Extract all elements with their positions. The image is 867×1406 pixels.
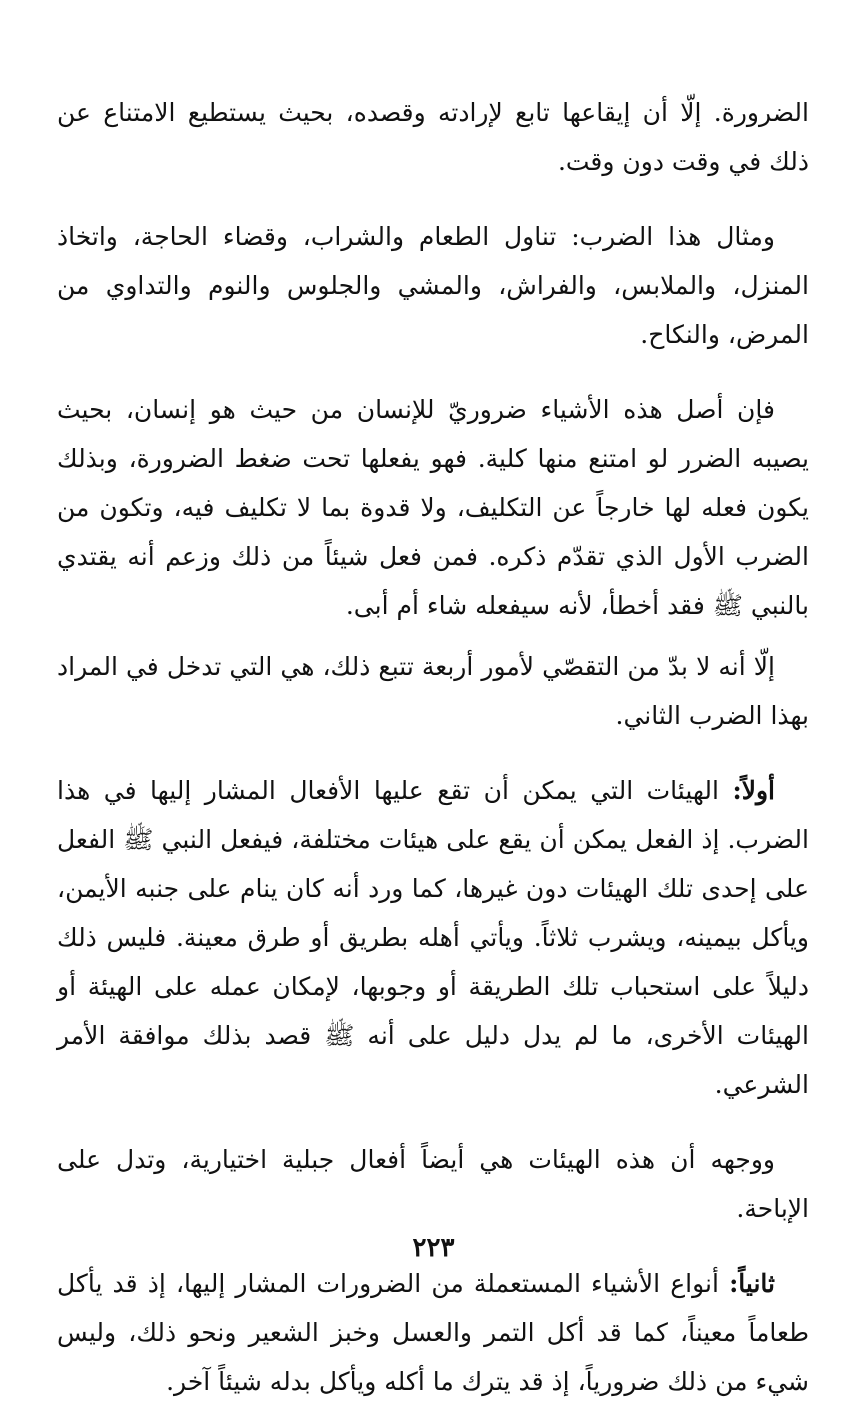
page-number: ٢٢٣ [412,1233,455,1263]
paragraph-1-text: الضرورة. إلّا أن إيقاعها تابع لإرادته وقصده، بحيث يستطيع الامتناع عن ذلك في وقت دون وقت. [57,98,809,176]
paragraph-4 [57,642,809,740]
paragraph-3-text: فإن أصل هذه الأشياء ضروريّ للإنسان من حيث هو إنسان، بحيث يصيبه الضرر لو امتنع منها كلية. فهو يفعلها تحت ضغط الضرورة، وبذلك يكون فعله لها خارجاً عن التكليف، ولا قدوة بما لا تكليف فيه، وتكون من الضرب الأول الذي تقدّم ذكره. فمن فعل شيئاً من ذلك وزعم أنه يقتدي بالنبي ﷺ فقد أخطأ، لأنه سيفعله شاء أم أبى. [57,395,809,620]
paragraph-2-text: ومثال هذا الضرب: تناول الطعام والشراب، وقضاء الحاجة، واتخاذ المنزل، والملابس، والفراش، والمشي والجلوس والنوم والتداوي من المرض، والنكاح. [57,222,809,349]
paragraph-7-text: أنواع الأشياء المستعملة من الضرورات المشار إليها، إذ قد يأكل طعاماً معيناً، كما قد أكل التمر والعسل وخبز الشعير ونحو ذلك، وليس شيء من ذلك ضرورياً، إذ قد يترك ما أكله ويأكل بدله شيئاً آخر. [57,1269,809,1396]
paragraph-3 [57,385,809,630]
paragraph-4-text: إلّا أنه لا بدّ من التقصّي لأمور أربعة تتبع ذلك، هي التي تدخل في المراد بهذا الضرب الثاني. [57,652,809,730]
paragraph-7-lead: ثانياً: [729,1269,775,1298]
paragraph-6-text: ووجهه أن هذه الهيئات هي أيضاً أفعال جبلية اختيارية، وتدل على الإباحة. [57,1145,809,1223]
paragraph-2 [57,212,809,359]
paragraph-5-lead: أولاً: [732,776,775,805]
page-body [57,88,809,1406]
paragraph-1 [57,88,809,186]
paragraph-7 [57,1259,809,1406]
paragraph-5-text: الهيئات التي يمكن أن تقع عليها الأفعال المشار إليها في هذا الضرب. إذ الفعل يمكن أن يقع على هيئات مختلفة، فيفعل النبي ﷺ الفعل على إحدى تلك الهيئات دون غيرها، كما ورد أنه كان ينام على جنبه الأيمن، ويأكل بيمينه، ويشرب ثلاثاً. ويأتي أهله بطريق أو طرق معينة. فليس ذلك دليلاً على استحباب تلك الطريقة أو وجوبها، لإمكان عمله على الهيئة أو الهيئات الأخرى، ما لم يدل دليل على أنه ﷺ قصد بذلك موافقة الأمر الشرعي. [57,776,809,1099]
paragraph-6 [57,1135,809,1233]
paragraph-5 [57,766,809,1109]
